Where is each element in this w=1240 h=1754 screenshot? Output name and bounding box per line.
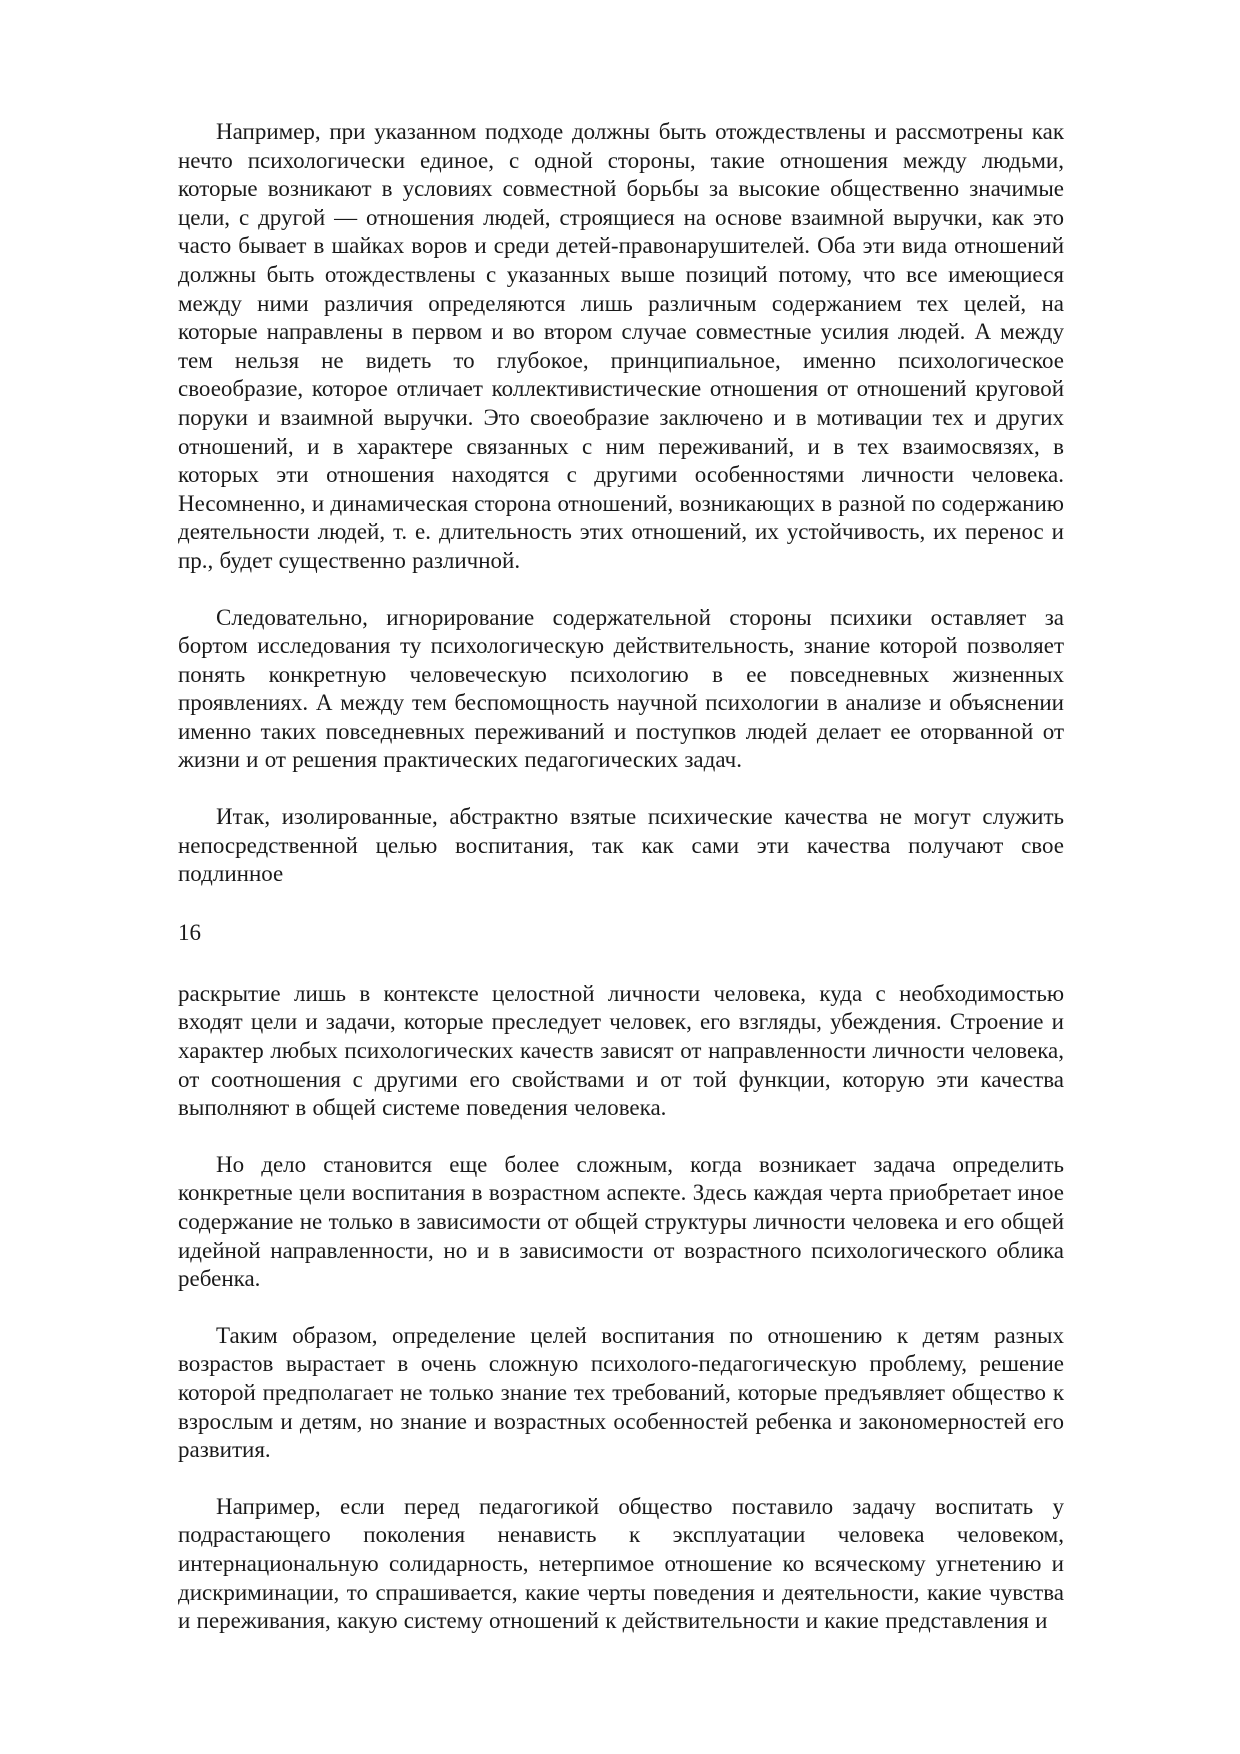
paragraph: Следовательно, игнорирование содержательной стороны психики оставляет за бортом исследования ту психологическую действительность, знание которой позволяет понять конкретную человеческую психологию в ее повседневных жизненных проявлениях. А между тем беспомощность научной психологии в анализе и объяснении именно таких повседневных переживаний и поступков людей делает ее оторванной от жизни и от решения практических педагогических задач. [178, 604, 1064, 773]
paragraph: Но дело становится еще более сложным, когда возникает задача определить конкретные цели воспитания в возрастном аспекте. Здесь каждая черта приобретает иное содержание не только в зависимости от общей структуры личности человека и его общей идейной направленности, но и в зависимости от возрастного психологического облика ребенка. [178, 1151, 1064, 1292]
paragraph-spacer [178, 775, 1064, 803]
paragraph: Например, если перед педагогикой общество поставило задачу воспитать у подрастающего поколения ненависть к эксплуатации человека человеком, интернациональную солидарность, нетерпимое отношение ко всяческому угнетению и дискриминации, то спрашивается, какие черты поведения и деятельности, какие чувства и переживания, какую систему отношений к действительности и какие представления и [178, 1493, 1064, 1634]
paragraph: Итак, изолированные, абстрактно взятые психические качества не могут служить непосредственной целью воспитания, так как сами эти качества получают свое подлинное [178, 804, 1064, 887]
paragraph-spacer [178, 576, 1064, 604]
paragraph-spacer [178, 1294, 1064, 1322]
paragraph: Таким образом, определение целей воспитания по отношению к детям разных возрастов вырастает в очень сложную психолого-педагогическую проблему, решение которой предполагает не только знание тех требований, которые предъявляет общество к взрослым и детям, но знание и возрастных особенностей ребенка и закономерностей его развития. [178, 1322, 1064, 1463]
paragraph-continued: раскрытие лишь в контексте целостной личности человека, куда с необходимостью входят цели и задачи, которые преследует человек, его взгляды, убеждения. Строение и характер любых психологических качеств зависят от направленности личности человека, от соотношения с другими его свойствами и от той функции, которую эти качества выполняют в общей системе поведения человека. [178, 980, 1064, 1121]
document-page [178, 118, 1064, 1636]
paragraph: Например, при указанном подходе должны быть отождествлены и рассмотрены как нечто психологически единое, с одной стороны, такие отношения между людьми, которые возникают в условиях совместной борьбы за высокие общественно значимые цели, с другой — отношения людей, строящиеся на основе взаимной выручки, как это часто бывает в шайках воров и среди детей-правонарушителей. Оба эти вида отношений должны быть отождествлены с указанных выше позиций потому, что все имеющиеся между ними различия определяются лишь различным содержанием тех целей, на которые направлены в первом и во втором случае совместные усилия людей. А между тем нельзя не видеть то глубокое, принципиальное, именно психологическое своеобразие, которое отличает коллективистические отношения от отношений круговой поруки и взаимной выручки. Это своеобразие заключено и в мотивации тех и других отношений, и в характере связанных с ним переживаний, и в тех взаимосвязях, в которых эти отношения находятся с другими особенностями личности человека. Несомненно, и динамическая сторона отношений, возникающих в разной по содержанию деятельности людей, т. е. длительность этих отношений, их устойчивость, их перенос и пр., будет существенно различной. [178, 119, 1064, 573]
paragraph-spacer [178, 1465, 1064, 1493]
paragraph-spacer [178, 1123, 1064, 1151]
page-number: 16 [178, 919, 201, 945]
